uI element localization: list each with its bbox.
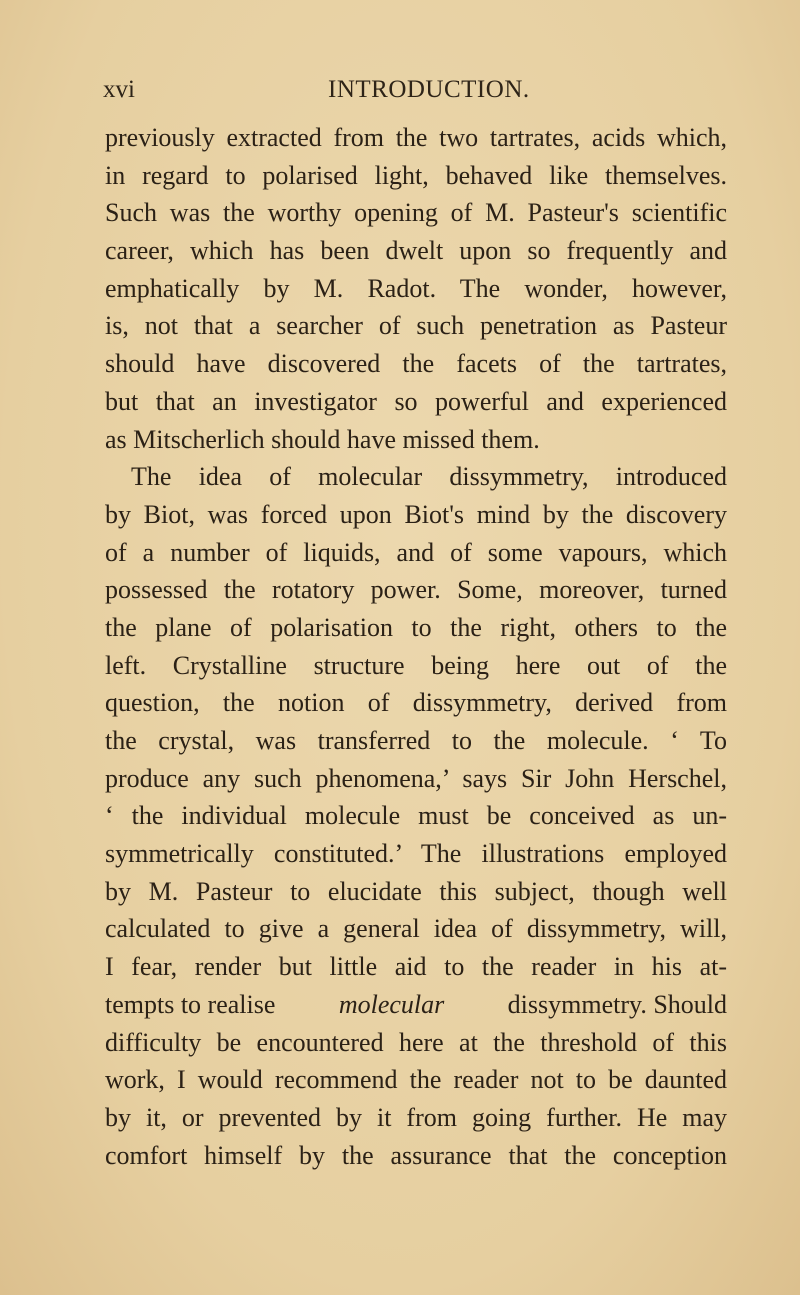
- text-line: previously extracted from the two tartrates, acids which,: [105, 123, 727, 152]
- text-line: produce any such phenomena,’ says Sir John Herschel,: [105, 763, 727, 793]
- text-line: should have discovered the facets of the tartrates,: [105, 349, 727, 379]
- text-line: [105, 986, 727, 1024]
- text-line: is, not that a searcher of such penetration as Pasteur: [105, 311, 727, 341]
- text-line: by it, or prevented by it from going further. He may: [105, 1102, 727, 1132]
- text-line: but that an investigator so powerful and experienced: [105, 386, 727, 416]
- text-line: of a number of liquids, and of some vapours, which: [105, 537, 727, 567]
- text-line: the crystal, was transferred to the molecule. ‘ To: [105, 726, 727, 755]
- text-line: the plane of polarisation to the right, others to the: [105, 612, 727, 642]
- italic-term: molecular: [338, 989, 445, 1019]
- text-line: I fear, render but little aid to the reader in his at-: [105, 952, 727, 982]
- text-segment: tempts to realise: [105, 989, 276, 1019]
- text-line: by M. Pasteur to elucidate this subject, though well: [105, 876, 727, 906]
- text-line: possessed the rotatory power. Some, moreover, turned: [105, 575, 727, 605]
- text-line: The idea of molecular dissymmetry, introduced: [131, 462, 727, 492]
- text-line: left. Crystalline structure being here out of the: [105, 650, 727, 680]
- text-line: work, I would recommend the reader not to be daunted: [105, 1065, 727, 1095]
- text-line: calculated to give a general idea of dissymmetry, will,: [105, 914, 727, 944]
- text-segment: dissymmetry. Should: [507, 989, 727, 1019]
- page-number: xvi: [103, 76, 135, 103]
- text-line: emphatically by M. Radot. The wonder, however,: [105, 273, 727, 303]
- text-line: ‘ the individual molecule must be conceived as un-: [105, 801, 727, 831]
- text-line: comfort himself by the assurance that the conception: [105, 1140, 727, 1170]
- text-line: in regard to polarised light, behaved like themselves.: [105, 160, 727, 190]
- text-line: question, the notion of dissymmetry, derived from: [105, 688, 727, 718]
- text-line: as Mitscherlich should have missed them.: [105, 424, 540, 454]
- running-title: INTRODUCTION.: [328, 76, 530, 103]
- text-line: difficulty be encountered here at the threshold of this: [105, 1027, 727, 1057]
- text-line: Such was the worthy opening of M. Pasteur's scientific: [105, 198, 727, 228]
- text-line: career, which has been dwelt upon so frequently and: [105, 236, 727, 266]
- text-line: by Biot, was forced upon Biot's mind by the discovery: [105, 499, 727, 529]
- body-text: [105, 119, 727, 1174]
- text-line: symmetrically constituted.’ The illustrations employed: [105, 839, 727, 869]
